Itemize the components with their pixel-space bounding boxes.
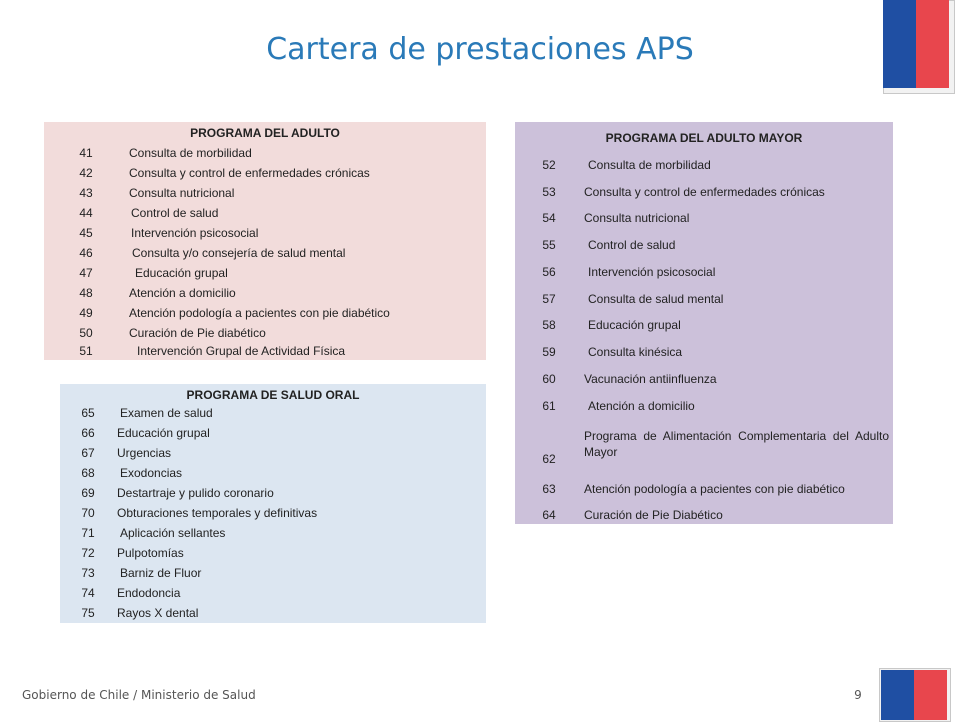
table-row	[60, 406, 486, 426]
table-row	[515, 508, 893, 528]
table-row	[60, 606, 486, 626]
table-row	[44, 186, 486, 206]
row-label: Intervención psicosocial	[131, 226, 259, 240]
table-row	[60, 506, 486, 526]
row-number: 67	[81, 446, 95, 460]
table-row	[44, 246, 486, 266]
table-row	[44, 146, 486, 166]
row-number: 58	[542, 318, 556, 332]
panel-title: PROGRAMA DEL ADULTO	[190, 126, 340, 140]
row-label: Consulta y/o consejería de salud mental	[132, 246, 346, 260]
row-label: Atención podología a pacientes con pie diabético	[584, 482, 845, 496]
row-number: 57	[542, 292, 556, 306]
row-label: Consulta de morbilidad	[588, 158, 711, 172]
table-row	[515, 482, 893, 502]
row-label: Educación grupal	[117, 426, 210, 440]
panel-programa-adulto-mayor	[515, 122, 893, 524]
page-number: 9	[854, 688, 862, 702]
table-row	[44, 344, 486, 364]
row-label: Educación grupal	[588, 318, 681, 332]
row-number: 63	[542, 482, 556, 496]
row-number: 64	[542, 508, 556, 522]
row-number: 50	[79, 326, 93, 340]
table-row	[515, 292, 893, 312]
row-label: Educación grupal	[135, 266, 228, 280]
row-label: Intervención Grupal de Actividad Física	[137, 344, 346, 358]
row-number: 70	[81, 506, 95, 520]
row-label: Endodoncia	[117, 586, 181, 600]
row-label: Barniz de Fluor	[120, 566, 202, 580]
row-number: 65	[81, 406, 95, 420]
row-number: 46	[79, 246, 93, 260]
table-row	[44, 306, 486, 326]
row-label: Consulta y control de enfermedades crónicas	[584, 185, 825, 199]
row-label: Obturaciones temporales y definitivas	[117, 506, 318, 520]
table-row	[60, 566, 486, 586]
row-label: Atención a domicilio	[129, 286, 236, 300]
row-number: 71	[81, 526, 95, 540]
flag-logo-top	[883, 0, 949, 88]
row-label: Exodoncias	[120, 466, 183, 480]
table-row	[515, 318, 893, 338]
footer-text: Gobierno de Chile / Ministerio de Salud	[22, 688, 256, 702]
table-row	[44, 286, 486, 306]
table-row	[44, 266, 486, 286]
row-number: 48	[79, 286, 93, 300]
flag-red-stripe	[916, 0, 949, 88]
row-label: Urgencias	[117, 446, 172, 460]
table-row	[44, 326, 486, 346]
table-row	[44, 226, 486, 246]
row-number: 74	[81, 586, 95, 600]
row-number: 60	[542, 372, 556, 386]
row-label: Control de salud	[588, 238, 676, 252]
row-number: 66	[81, 426, 95, 440]
panel-programa-salud-oral	[60, 384, 486, 623]
row-label: Vacunación antiinfluenza	[584, 372, 717, 386]
table-row	[515, 429, 893, 466]
flag-blue-stripe	[881, 670, 914, 720]
row-number: 56	[542, 265, 556, 279]
row-number: 43	[79, 186, 93, 200]
flag-logo-bottom	[881, 670, 947, 720]
row-number: 68	[81, 466, 95, 480]
row-label: Pulpotomías	[117, 546, 184, 560]
row-number: 41	[79, 146, 93, 160]
table-row	[60, 526, 486, 546]
row-label: Control de salud	[131, 206, 219, 220]
table-row	[44, 206, 486, 226]
table-row	[515, 158, 893, 178]
row-number: 53	[542, 185, 556, 199]
slide-title: Cartera de prestaciones APS	[266, 32, 694, 67]
panel-title: PROGRAMA DE SALUD ORAL	[186, 388, 360, 402]
row-label: Rayos X dental	[117, 606, 199, 620]
row-number: 45	[79, 226, 93, 240]
row-number: 52	[542, 158, 556, 172]
row-label: Curación de Pie Diabético	[584, 508, 723, 522]
row-label: Consulta nutricional	[129, 186, 235, 200]
flag-red-stripe	[914, 670, 947, 720]
row-label: Programa de Alimentación Complementaria del Adulto Mayor	[584, 429, 889, 459]
row-number: 49	[79, 306, 93, 320]
table-row	[60, 486, 486, 506]
row-number: 55	[542, 238, 556, 252]
table-row	[44, 166, 486, 186]
row-label: Consulta de morbilidad	[129, 146, 252, 160]
panel-programa-adulto	[44, 122, 486, 360]
table-row	[60, 546, 486, 566]
row-label: Consulta y control de enfermedades crónicas	[129, 166, 370, 180]
table-row	[60, 466, 486, 486]
row-number: 59	[542, 345, 556, 359]
table-row	[60, 446, 486, 466]
table-row	[515, 345, 893, 365]
table-row	[60, 426, 486, 446]
row-number: 75	[81, 606, 95, 620]
row-label: Consulta kinésica	[588, 345, 683, 359]
table-row	[515, 399, 893, 419]
table-row	[515, 372, 893, 392]
row-label: Intervención psicosocial	[588, 265, 716, 279]
row-label: Aplicación sellantes	[120, 526, 226, 540]
row-number: 61	[542, 399, 556, 413]
row-label: Atención podología a pacientes con pie diabético	[129, 306, 390, 320]
row-label: Consulta nutricional	[584, 211, 690, 225]
row-label: Examen de salud	[120, 406, 213, 420]
row-number: 54	[542, 211, 556, 225]
table-row	[515, 238, 893, 258]
row-number: 69	[81, 486, 95, 500]
row-label: Destartraje y pulido coronario	[117, 486, 274, 500]
row-number: 72	[81, 546, 95, 560]
row-number: 51	[79, 344, 93, 358]
row-number: 73	[81, 566, 95, 580]
row-label: Consulta de salud mental	[588, 292, 724, 306]
flag-blue-stripe	[883, 0, 916, 88]
row-number: 42	[79, 166, 93, 180]
table-row	[515, 265, 893, 285]
row-number: 44	[79, 206, 93, 220]
panel-title: PROGRAMA DEL ADULTO MAYOR	[605, 131, 803, 145]
row-label: Curación de Pie diabético	[129, 326, 266, 340]
table-row	[515, 211, 893, 231]
table-row	[515, 185, 893, 205]
table-row	[60, 586, 486, 606]
row-number: 62	[542, 452, 556, 466]
row-number: 47	[79, 266, 93, 280]
row-label: Atención a domicilio	[588, 399, 695, 413]
